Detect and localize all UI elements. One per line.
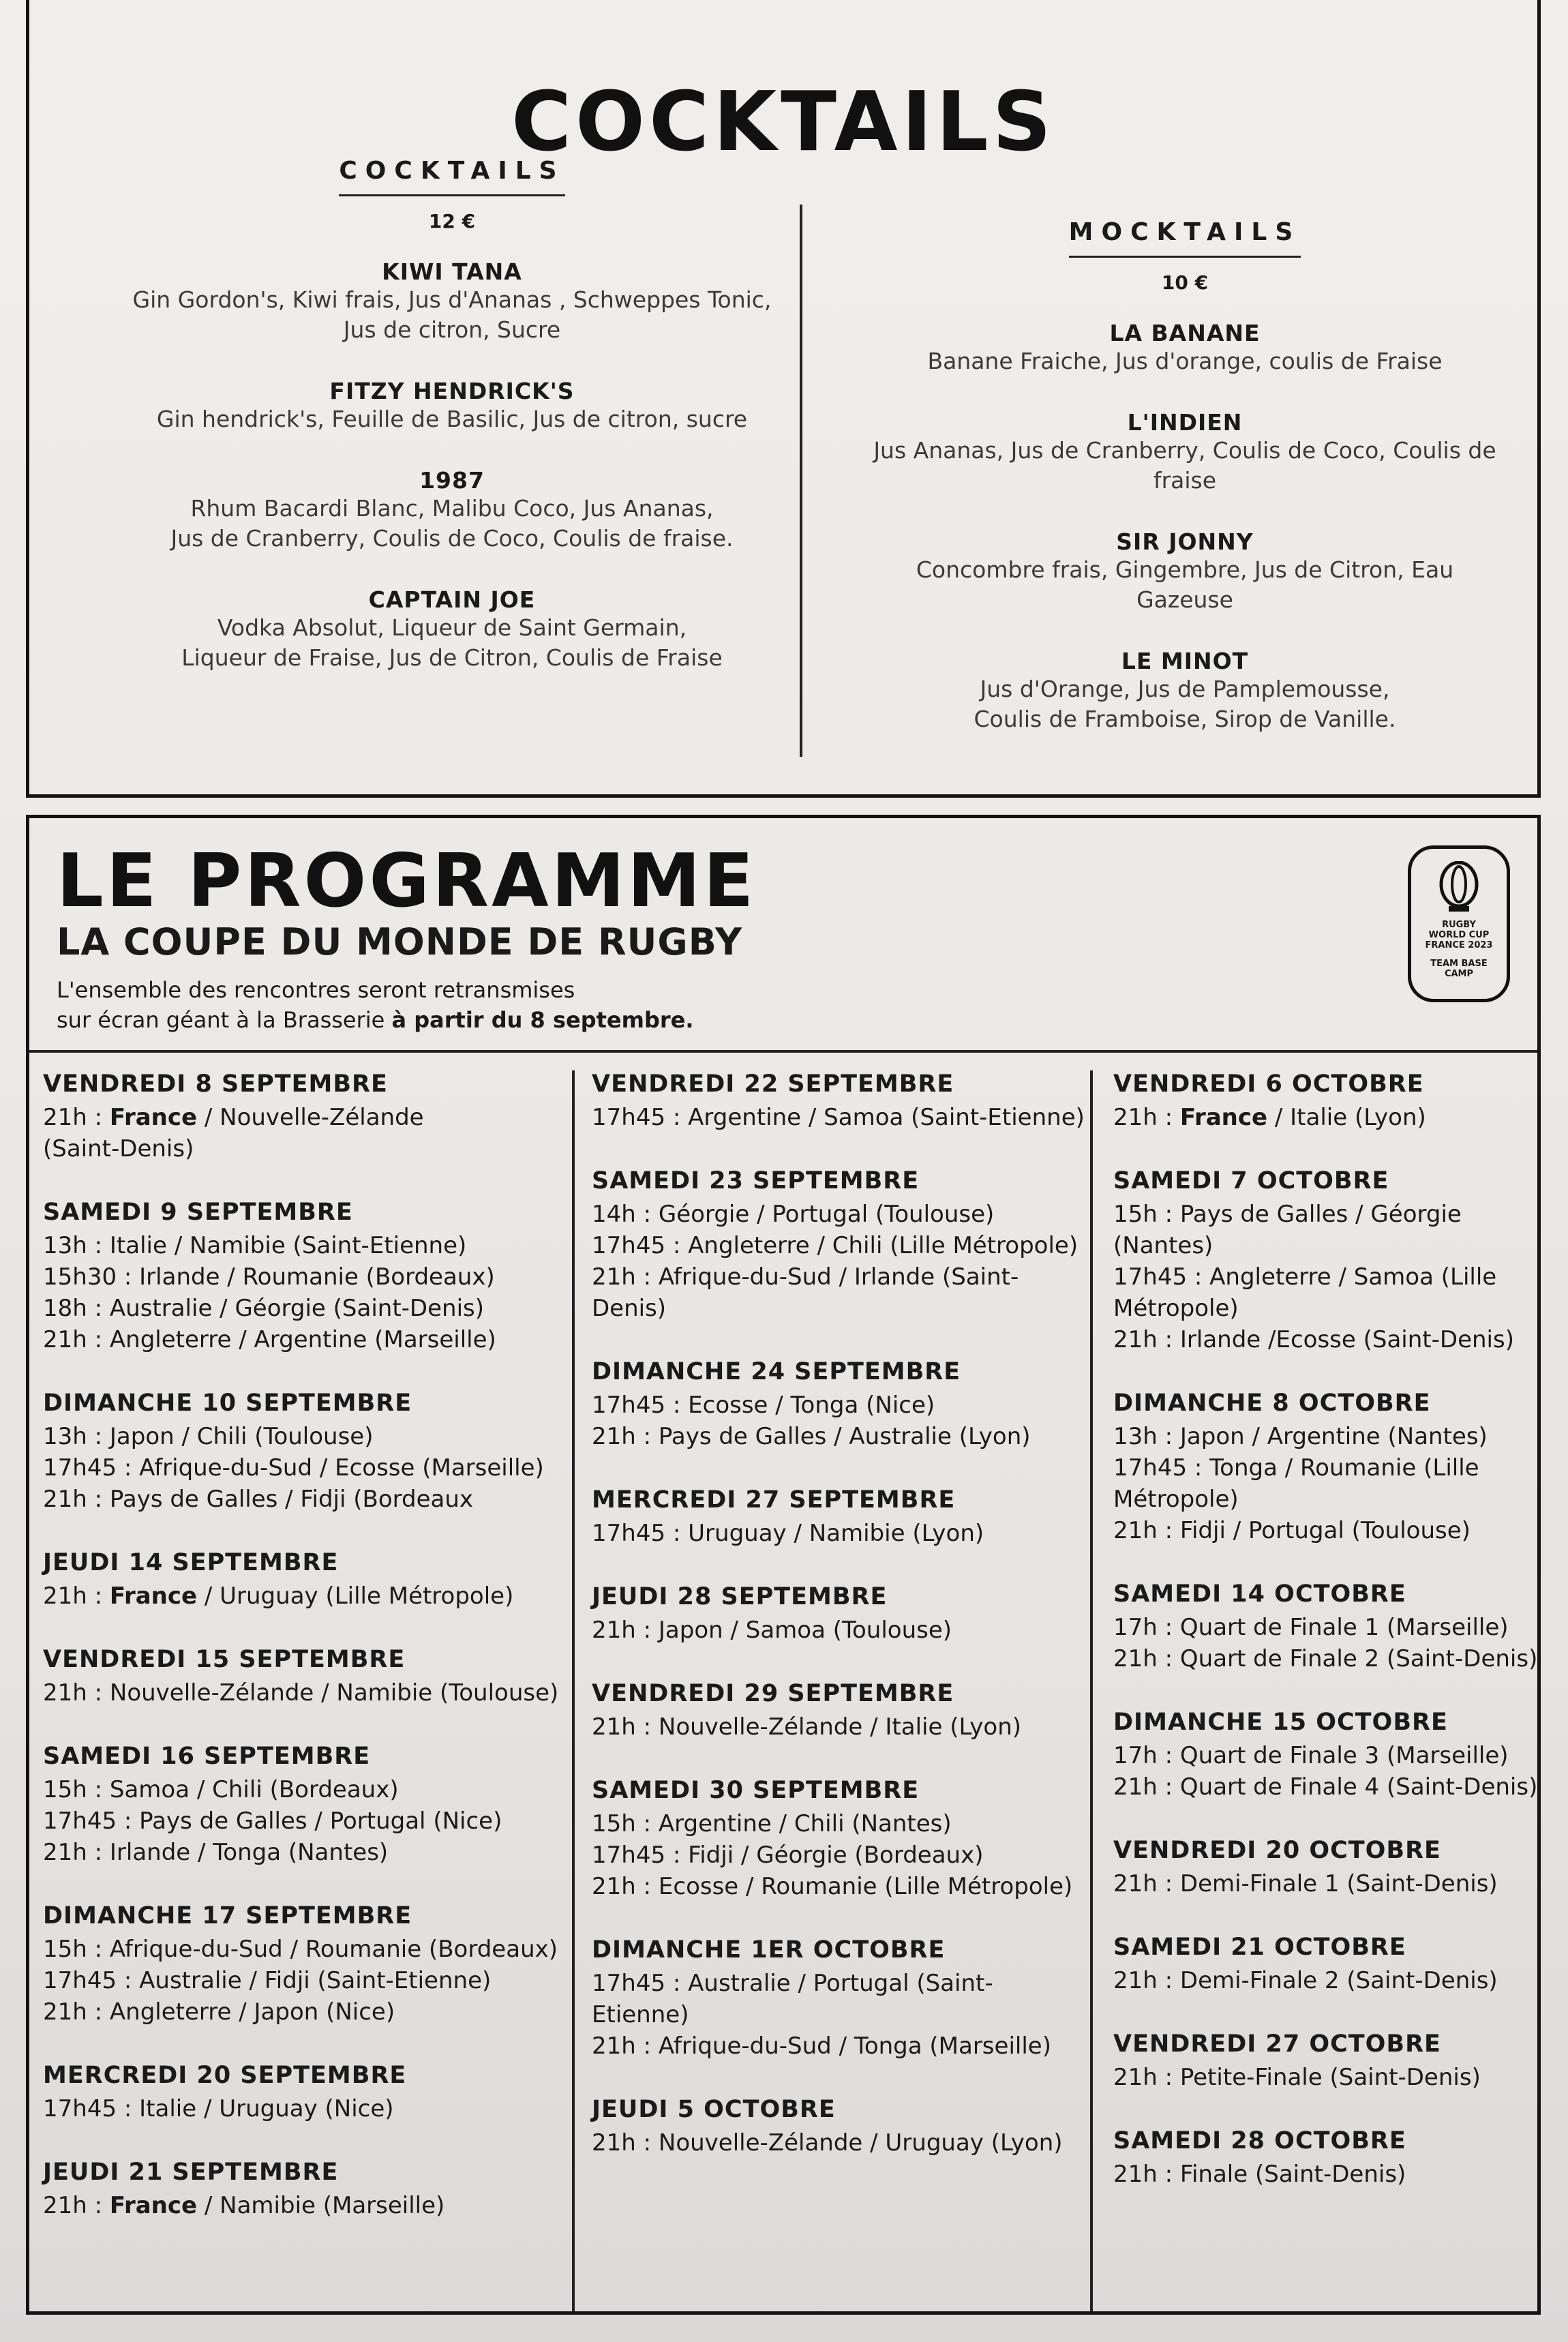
schedule-day bbox=[43, 1199, 572, 1355]
match-time: 21h : bbox=[1113, 2064, 1180, 2091]
match-line bbox=[592, 1968, 1090, 2030]
match-details: Angleterre / Samoa (Lille Métropole) bbox=[1113, 1263, 1497, 1322]
schedule-day bbox=[592, 1358, 1090, 1452]
day-title: SAMEDI 21 OCTOBRE bbox=[1113, 1934, 1406, 1961]
drink-name: CAPTAIN JOE bbox=[368, 586, 536, 613]
match-details: Irlande / Tonga (Nantes) bbox=[109, 1839, 389, 1866]
match-line bbox=[43, 1677, 572, 1709]
match-time: 13h : bbox=[43, 1423, 110, 1450]
match-team-highlight: France bbox=[109, 1582, 198, 1610]
match-details: Quart de Finale 3 (Marseille) bbox=[1179, 1742, 1509, 1769]
match-line bbox=[1113, 1324, 1543, 1355]
match-time: 21h : bbox=[43, 1104, 110, 1131]
drink-description: Rhum Bacardi Blanc, Malibu Coco, Jus Ananas, Jus de Cranberry, Coulis de Coco, Coulis de fraise. bbox=[170, 495, 734, 552]
logo-line-5: CAMP bbox=[1444, 969, 1474, 979]
match-time: 17h45 : bbox=[592, 1392, 689, 1419]
schedule-day bbox=[592, 2096, 1090, 2159]
match-line bbox=[1113, 1261, 1543, 1324]
match-details: / Nouvelle-Zélande bbox=[197, 1104, 424, 1131]
match-time: 17h45 : bbox=[43, 1967, 140, 1994]
intro-line-1: L'ensemble des rencontres seront retransmises bbox=[57, 977, 575, 1003]
drink-description: Banane Fraiche, Jus d'orange, coulis de Fraise bbox=[927, 348, 1443, 374]
match-time: 21h : bbox=[43, 2192, 110, 2219]
day-title: VENDREDI 20 OCTOBRE bbox=[1113, 1837, 1441, 1864]
drink-item bbox=[111, 586, 793, 673]
match-details: Australie / Géorgie (Saint-Denis) bbox=[109, 1295, 484, 1322]
match-time: 21h : bbox=[592, 2032, 659, 2060]
day-title: DIMANCHE 24 SEPTEMBRE bbox=[592, 1358, 961, 1385]
match-details: Japon / Chili (Toulouse) bbox=[109, 1423, 374, 1450]
match-time: 17h45 : bbox=[592, 1104, 689, 1131]
schedule-day bbox=[43, 1390, 572, 1515]
match-line bbox=[1113, 1612, 1543, 1643]
column-divider bbox=[800, 205, 802, 757]
match-details: Nouvelle-Zélande / Italie (Lyon) bbox=[658, 1713, 1022, 1741]
match-details: Pays de Galles / Fidji (Bordeaux bbox=[109, 1486, 474, 1513]
match-line bbox=[1113, 1965, 1543, 1996]
day-title: SAMEDI 9 SEPTEMBRE bbox=[43, 1199, 353, 1226]
day-title: DIMANCHE 15 OCTOBRE bbox=[1113, 1709, 1448, 1736]
day-title: SAMEDI 14 OCTOBRE bbox=[1113, 1580, 1406, 1608]
day-title: MERCREDI 27 SEPTEMBRE bbox=[592, 1486, 956, 1514]
match-time: 17h45 : bbox=[592, 1232, 689, 1259]
day-title: SAMEDI 16 SEPTEMBRE bbox=[43, 1743, 371, 1770]
mocktail-list bbox=[868, 320, 1502, 734]
header-divider bbox=[29, 1050, 1537, 1053]
schedule-day bbox=[43, 2159, 572, 2221]
match-line bbox=[43, 1324, 572, 1355]
day-title: VENDREDI 22 SEPTEMBRE bbox=[592, 1070, 954, 1098]
drink-item bbox=[111, 378, 793, 434]
schedule-day bbox=[1113, 2127, 1543, 2190]
match-details: Pays de Galles / Australie (Lyon) bbox=[658, 1423, 1031, 1450]
drink-description: Vodka Absolut, Liqueur de Saint Germain, Liqueur de Fraise, Jus de Citron, Coulis de Fraise bbox=[181, 614, 723, 671]
match-line bbox=[43, 2093, 572, 2125]
match-time: 17h45 : bbox=[592, 1842, 689, 1869]
match-details: Fidji / Portugal (Toulouse) bbox=[1179, 1517, 1471, 1544]
match-line bbox=[43, 1421, 572, 1452]
drink-name: LE MINOT bbox=[1121, 648, 1249, 674]
schedule-day bbox=[43, 1902, 572, 2028]
match-details: (Saint-Denis) bbox=[43, 1135, 194, 1162]
match-time: 21h : bbox=[1113, 1870, 1180, 1897]
match-details: Argentine / Samoa (Saint-Etienne) bbox=[688, 1104, 1085, 1131]
match-time: 21h : bbox=[1113, 1645, 1180, 1672]
match-line bbox=[43, 1102, 572, 1133]
match-line bbox=[592, 1615, 1090, 1646]
drink-name: LA BANANE bbox=[1109, 320, 1261, 346]
match-line bbox=[43, 1996, 572, 2028]
schedule-day bbox=[1113, 1837, 1543, 1900]
match-line bbox=[43, 1293, 572, 1324]
match-details: Angleterre / Japon (Nice) bbox=[109, 1998, 395, 2026]
schedule-day bbox=[1113, 1709, 1543, 1803]
schedule-day bbox=[43, 1646, 572, 1709]
match-time: 17h45 : bbox=[1113, 1263, 1210, 1291]
match-time: 15h : bbox=[43, 1776, 110, 1803]
match-line bbox=[1113, 2062, 1543, 2093]
day-title: DIMANCHE 8 OCTOBRE bbox=[1113, 1390, 1431, 1417]
match-time: 18h : bbox=[43, 1295, 110, 1322]
cocktail-list bbox=[111, 258, 793, 673]
match-details: Demi-Finale 1 (Saint-Denis) bbox=[1179, 1870, 1498, 1897]
match-details: Pays de Galles / Portugal (Nice) bbox=[139, 1807, 502, 1835]
day-title: VENDREDI 6 OCTOBRE bbox=[1113, 1070, 1424, 1098]
match-time: 21h : bbox=[43, 1582, 110, 1610]
match-details: Argentine / Chili (Nantes) bbox=[658, 1810, 952, 1837]
rugby-world-cup-logo bbox=[1408, 845, 1510, 1002]
schedule-column-1 bbox=[29, 1070, 575, 2311]
schedule-day bbox=[1113, 2030, 1543, 2093]
drink-name: SIR JONNY bbox=[1116, 528, 1254, 555]
drink-description: Jus d'Orange, Jus de Pamplemousse, Coulis de Framboise, Sirop de Vanille. bbox=[974, 676, 1396, 732]
match-line bbox=[1113, 1199, 1543, 1261]
mocktails-column bbox=[868, 218, 1502, 767]
match-details: Géorgie / Portugal (Toulouse) bbox=[658, 1201, 995, 1228]
match-line bbox=[43, 1580, 572, 1612]
match-time: 17h45 : bbox=[43, 1807, 140, 1835]
match-details: Finale (Saint-Denis) bbox=[1179, 2161, 1406, 2188]
schedule-day bbox=[43, 2062, 572, 2125]
match-line bbox=[592, 2030, 1090, 2062]
match-line bbox=[1113, 1102, 1543, 1133]
match-details: Italie / Namibie (Saint-Etienne) bbox=[109, 1232, 467, 1259]
match-time: 15h : bbox=[1113, 1201, 1180, 1228]
match-details: Fidji / Géorgie (Bordeaux) bbox=[688, 1842, 984, 1869]
match-details: Uruguay / Namibie (Lyon) bbox=[688, 1520, 984, 1547]
day-title: SAMEDI 28 OCTOBRE bbox=[1113, 2127, 1406, 2155]
programme-intro bbox=[57, 975, 806, 1035]
trophy-icon bbox=[1435, 861, 1483, 916]
match-time: 17h45 : bbox=[592, 1520, 689, 1547]
match-details: Nouvelle-Zélande / Uruguay (Lyon) bbox=[658, 2129, 1063, 2157]
logo-line-2: WORLD CUP bbox=[1428, 930, 1490, 940]
match-line bbox=[43, 1837, 572, 1868]
day-title: SAMEDI 23 SEPTEMBRE bbox=[592, 1167, 920, 1195]
match-time: 17h45 : bbox=[1113, 1454, 1210, 1482]
match-line bbox=[592, 1808, 1090, 1840]
day-title: MERCREDI 20 SEPTEMBRE bbox=[43, 2062, 407, 2089]
match-time: 21h : bbox=[1113, 1773, 1180, 1801]
day-title: VENDREDI 27 OCTOBRE bbox=[1113, 2030, 1441, 2058]
match-details: Afrique-du-Sud / Irlande (Saint-Denis) bbox=[592, 1263, 1019, 1322]
match-details: Australie / Portugal (Saint-Etienne) bbox=[592, 1970, 993, 2028]
day-title: SAMEDI 30 SEPTEMBRE bbox=[592, 1777, 920, 1804]
match-time: 15h30 : bbox=[43, 1263, 140, 1291]
match-time: 21h : bbox=[43, 1998, 110, 2026]
cocktails-price: 12 € bbox=[428, 210, 476, 232]
drink-item bbox=[868, 320, 1502, 376]
logo-line-1: RUGBY bbox=[1442, 920, 1476, 930]
match-details: Italie / Uruguay (Nice) bbox=[139, 2095, 394, 2122]
match-line bbox=[43, 1261, 572, 1293]
match-time: 21h : bbox=[592, 2129, 659, 2157]
match-details: / Namibie (Marseille) bbox=[197, 2192, 445, 2219]
drink-item bbox=[111, 467, 793, 554]
match-line bbox=[1113, 1643, 1543, 1675]
match-time: 21h : bbox=[592, 1423, 659, 1450]
match-details: Afrique-du-Sud / Ecosse (Marseille) bbox=[139, 1454, 544, 1482]
match-details: Samoa / Chili (Bordeaux) bbox=[109, 1776, 399, 1803]
match-time: 17h : bbox=[1113, 1614, 1180, 1641]
intro-line-2: sur écran géant à la Brasserie bbox=[57, 1007, 392, 1033]
match-time: 17h45 : bbox=[592, 1970, 689, 1997]
schedule-day bbox=[592, 1167, 1090, 1324]
schedule-day bbox=[592, 1486, 1090, 1549]
match-line bbox=[43, 2190, 572, 2221]
match-details: Pays de Galles / Géorgie (Nantes) bbox=[1113, 1201, 1462, 1259]
match-line bbox=[43, 1774, 572, 1805]
match-line bbox=[1113, 1771, 1543, 1803]
match-time: 15h : bbox=[592, 1810, 659, 1837]
mocktails-heading: MOCKTAILS bbox=[1069, 218, 1301, 258]
match-details: Demi-Finale 2 (Saint-Denis) bbox=[1179, 1967, 1498, 1994]
match-line bbox=[592, 1102, 1090, 1133]
schedule-day bbox=[43, 1743, 572, 1868]
programme-panel bbox=[26, 815, 1541, 2315]
match-details: Tonga / Roumanie (Lille Métropole) bbox=[1113, 1454, 1479, 1513]
day-title: JEUDI 14 SEPTEMBRE bbox=[43, 1549, 339, 1576]
match-time: 21h : bbox=[1113, 1517, 1180, 1544]
schedule-day bbox=[1113, 1580, 1543, 1675]
match-time: 21h : bbox=[592, 1713, 659, 1741]
schedule-day bbox=[592, 1680, 1090, 1743]
match-line bbox=[592, 1421, 1090, 1452]
cocktails-heading: COCKTAILS bbox=[339, 157, 564, 196]
match-details: Angleterre / Chili (Lille Métropole) bbox=[688, 1232, 1079, 1259]
match-time: 21h : bbox=[1113, 2161, 1180, 2188]
match-time: 21h : bbox=[592, 1617, 659, 1644]
match-time: 21h : bbox=[43, 1326, 110, 1353]
schedule-day bbox=[592, 1936, 1090, 2062]
drink-description: Jus Ananas, Jus de Cranberry, Coulis de Coco, Coulis de fraise bbox=[873, 437, 1496, 494]
match-line bbox=[1113, 1452, 1543, 1515]
match-line bbox=[592, 1390, 1090, 1421]
match-time: 21h : bbox=[43, 1486, 110, 1513]
day-title: VENDREDI 29 SEPTEMBRE bbox=[592, 1680, 954, 1707]
schedule-day bbox=[592, 1070, 1090, 1133]
drink-item bbox=[868, 528, 1502, 615]
match-time: 17h45 : bbox=[43, 2095, 140, 2122]
day-title: VENDREDI 15 SEPTEMBRE bbox=[43, 1646, 406, 1673]
schedule-day bbox=[43, 1549, 572, 1612]
drink-description: Concombre frais, Gingembre, Jus de Citron, Eau Gazeuse bbox=[916, 556, 1454, 613]
match-line bbox=[1113, 1740, 1543, 1771]
drink-name: FITZY HENDRICK'S bbox=[329, 378, 575, 404]
schedule-day bbox=[1113, 1934, 1543, 1996]
schedule-day bbox=[43, 1070, 572, 1165]
drink-description: Gin hendrick's, Feuille de Basilic, Jus de citron, sucre bbox=[156, 406, 748, 432]
match-line bbox=[43, 1452, 572, 1484]
drink-item bbox=[868, 648, 1502, 734]
match-team-highlight: France bbox=[1179, 1104, 1268, 1131]
match-line bbox=[592, 1199, 1090, 1230]
schedule-day bbox=[1113, 1167, 1543, 1355]
drink-item bbox=[111, 258, 793, 345]
drink-name: KIWI TANA bbox=[382, 258, 522, 285]
logo-line-3: FRANCE 2023 bbox=[1425, 940, 1493, 950]
match-details: Irlande /Ecosse (Saint-Denis) bbox=[1179, 1326, 1514, 1353]
match-details: Quart de Finale 1 (Marseille) bbox=[1179, 1614, 1509, 1641]
match-line bbox=[592, 2127, 1090, 2159]
match-details: Petite-Finale (Saint-Denis) bbox=[1179, 2064, 1481, 2091]
match-details: Ecosse / Tonga (Nice) bbox=[688, 1392, 935, 1419]
page-title: COCKTAILS bbox=[511, 75, 1056, 170]
day-title: VENDREDI 8 SEPTEMBRE bbox=[43, 1070, 388, 1098]
match-details: Angleterre / Argentine (Marseille) bbox=[109, 1326, 496, 1353]
match-details: Afrique-du-Sud / Roumanie (Bordeaux) bbox=[109, 1936, 558, 1963]
match-time: 14h : bbox=[592, 1201, 659, 1228]
match-details: / Uruguay (Lille Métropole) bbox=[197, 1582, 514, 1610]
day-title: JEUDI 5 OCTOBRE bbox=[592, 2096, 836, 2123]
schedule-day bbox=[592, 1777, 1090, 1902]
cocktails-panel bbox=[26, 0, 1541, 798]
day-title: JEUDI 21 SEPTEMBRE bbox=[43, 2159, 339, 2186]
match-line bbox=[592, 1518, 1090, 1549]
match-line bbox=[592, 1840, 1090, 1871]
day-title: SAMEDI 7 OCTOBRE bbox=[1113, 1167, 1389, 1195]
match-details: Afrique-du-Sud / Tonga (Marseille) bbox=[658, 2032, 1051, 2060]
match-line bbox=[592, 1711, 1090, 1743]
match-line bbox=[43, 1805, 572, 1837]
match-line bbox=[1113, 1868, 1543, 1900]
drink-description: Gin Gordon's, Kiwi frais, Jus d'Ananas , Schweppes Tonic, Jus de citron, Sucre bbox=[132, 286, 772, 343]
match-time: 21h : bbox=[43, 1839, 110, 1866]
schedule-column-2 bbox=[575, 1070, 1093, 2311]
match-details: Japon / Argentine (Nantes) bbox=[1179, 1423, 1488, 1450]
match-time: 21h : bbox=[1113, 1967, 1180, 1994]
match-line bbox=[1113, 2159, 1543, 2190]
match-time: 13h : bbox=[43, 1232, 110, 1259]
schedule-day bbox=[1113, 1390, 1543, 1546]
match-time: 13h : bbox=[1113, 1423, 1180, 1450]
match-line bbox=[43, 1230, 572, 1261]
logo-line-4: TEAM BASE bbox=[1430, 959, 1488, 969]
day-title: DIMANCHE 17 SEPTEMBRE bbox=[43, 1902, 412, 1930]
match-time: 21h : bbox=[43, 1679, 110, 1707]
match-details: Ecosse / Roumanie (Lille Métropole) bbox=[658, 1873, 1073, 1900]
match-time: 21h : bbox=[592, 1263, 659, 1291]
match-time: 17h : bbox=[1113, 1742, 1180, 1769]
programme-title: LE PROGRAMME bbox=[57, 839, 757, 924]
drink-item bbox=[868, 409, 1502, 496]
match-line bbox=[1113, 1515, 1543, 1546]
drink-name: 1987 bbox=[419, 467, 485, 494]
match-time: 21h : bbox=[1113, 1326, 1180, 1353]
match-line bbox=[1113, 1421, 1543, 1452]
match-line bbox=[592, 1261, 1090, 1324]
match-line bbox=[43, 1133, 572, 1165]
day-title: DIMANCHE 1ER OCTOBRE bbox=[592, 1936, 946, 1964]
day-title: JEUDI 28 SEPTEMBRE bbox=[592, 1583, 888, 1610]
match-details: Nouvelle-Zélande / Namibie (Toulouse) bbox=[109, 1679, 559, 1707]
match-details: Quart de Finale 2 (Saint-Denis) bbox=[1179, 1645, 1538, 1672]
match-details: Quart de Finale 4 (Saint-Denis) bbox=[1179, 1773, 1538, 1801]
match-time: 21h : bbox=[1113, 1104, 1180, 1131]
match-line bbox=[43, 1484, 572, 1515]
mocktails-price: 10 € bbox=[1161, 271, 1209, 294]
match-details: Japon / Samoa (Toulouse) bbox=[658, 1617, 952, 1644]
match-line bbox=[592, 1871, 1090, 1902]
schedule-column-3 bbox=[1093, 1070, 1543, 2311]
match-time: 21h : bbox=[592, 1873, 659, 1900]
match-line bbox=[592, 1230, 1090, 1261]
match-details: / Italie (Lyon) bbox=[1267, 1104, 1426, 1131]
match-line bbox=[43, 1934, 572, 1965]
schedule-day bbox=[592, 1583, 1090, 1646]
schedule-day bbox=[1113, 1070, 1543, 1133]
programme-subtitle: LA COUPE DU MONDE DE RUGBY bbox=[57, 920, 743, 963]
match-details: Australie / Fidji (Saint-Etienne) bbox=[139, 1967, 492, 1994]
match-line bbox=[43, 1965, 572, 1996]
match-team-highlight: France bbox=[109, 1104, 198, 1131]
intro-bold: à partir du 8 septembre. bbox=[391, 1007, 694, 1033]
drink-name: L'INDIEN bbox=[1127, 409, 1243, 436]
match-time: 17h45 : bbox=[43, 1454, 140, 1482]
match-details: Irlande / Roumanie (Bordeaux) bbox=[139, 1263, 495, 1291]
cocktails-column bbox=[111, 157, 793, 706]
day-title: DIMANCHE 10 SEPTEMBRE bbox=[43, 1390, 412, 1417]
match-time: 15h : bbox=[43, 1936, 110, 1963]
match-team-highlight: France bbox=[109, 2192, 198, 2219]
